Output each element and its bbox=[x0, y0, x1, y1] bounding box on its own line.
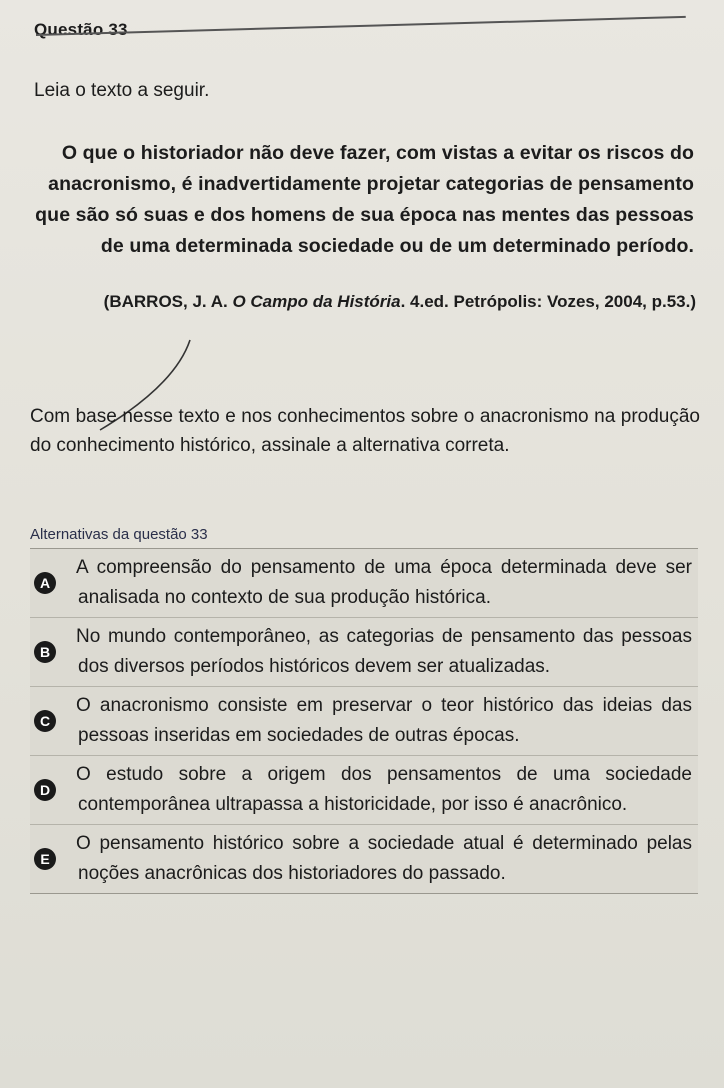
question-title: Questão 33 bbox=[34, 20, 128, 39]
question-prompt: Com base nesse texto e nos conhecimentos sobre o anacronismo na produção do conhecimento histórico, assinale a alternativa correta. bbox=[30, 406, 700, 456]
alternative-text: O anacronismo consiste em preservar o teor histórico das ideias das pessoas inseridas em sociedades de outras épocas. bbox=[76, 695, 692, 746]
alternative-d[interactable] bbox=[30, 755, 698, 824]
citation-prefix: (BARROS, J. A. bbox=[103, 292, 233, 311]
alternative-text: O estudo sobre a origem dos pensamentos de uma sociedade contemporânea ultrapassa a historicidade, por isso é anacrônico. bbox=[76, 764, 692, 815]
citation-book-title: O Campo da História bbox=[232, 292, 401, 311]
letter-badge-c: C bbox=[34, 710, 56, 732]
letter-badge-d: D bbox=[34, 779, 56, 801]
alternative-c[interactable] bbox=[30, 686, 698, 755]
alternative-e[interactable] bbox=[30, 824, 698, 894]
reading-instruction: Leia o texto a seguir. bbox=[34, 80, 210, 101]
quoted-text bbox=[30, 138, 694, 262]
alternatives-list bbox=[30, 548, 698, 894]
title-underline bbox=[36, 16, 686, 36]
alternative-b[interactable] bbox=[30, 617, 698, 686]
quote-paragraph: O que o historiador não deve fazer, com vistas a evitar os riscos do anacronismo, é inadvertidamente projetar categorias de pensamento que são só suas e dos homens de sua época nas mentes das pessoas de uma determinada sociedade ou de um determinado período. bbox=[35, 142, 694, 257]
alternatives-header: Alternativas da questão 33 bbox=[30, 526, 208, 543]
letter-badge-b: B bbox=[34, 641, 56, 663]
letter-badge-a: A bbox=[34, 572, 56, 594]
letter-badge-e: E bbox=[34, 848, 56, 870]
alternative-text: A compreensão do pensamento de uma época determinada deve ser analisada no contexto de sua produção histórica. bbox=[76, 557, 692, 608]
alternative-text: O pensamento histórico sobre a sociedade atual é determinado pelas noções anacrônicas dos historiadores do passado. bbox=[76, 833, 692, 884]
citation bbox=[56, 288, 696, 316]
alternative-a[interactable] bbox=[30, 548, 698, 617]
citation-suffix: . 4.ed. Petrópolis: Vozes, 2004, p.53.) bbox=[400, 292, 696, 311]
alternative-text: No mundo contemporâneo, as categorias de pensamento das pessoas dos diversos períodos históricos devem ser atualizadas. bbox=[76, 626, 692, 677]
